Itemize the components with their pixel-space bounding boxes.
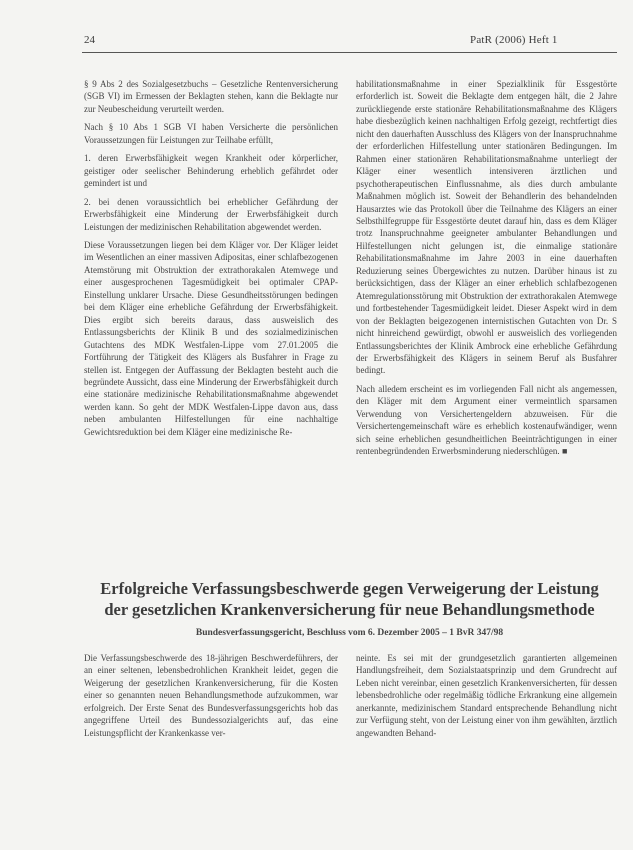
article-title bbox=[82, 578, 617, 620]
article-title-line: Erfolgreiche Verfassungsbeschwerde gegen Verweigerung der Leistung bbox=[100, 579, 599, 598]
paragraph: 2. bei denen voraussichtlich bei erheblicher Gefährdung der Erwerbsfähigkeit eine Minderung der Erwerbsfähigkeit durch Leistungen der medizinischen Rehabilitation abgewendet werden. bbox=[84, 196, 338, 232]
left-column bbox=[84, 78, 338, 548]
header-rule bbox=[82, 52, 617, 53]
paragraph: neinte. Es sei mit der grundgesetzlich garantierten allgemeinen Handlungsfreiheit, dem Sozialstaatsprinzip und dem Grundrecht auf Leben nicht vereinbar, einen gesetzlich Krankenversicherten, für dessen lebensbedrohliche oder regelmäßig tödliche Erkrankung eine allgemein anerkannte, medizinischem Standard entsprechende Behandlung nicht zur Verfügung steht, von der Leistung einer von ihm gewählten, ärztlich angewandten Behand- bbox=[356, 653, 617, 738]
paragraph: Diese Voraussetzungen liegen bei dem Kläger vor. Der Kläger leidet im Wesentlichen an einer massiven Adipositas, einer schlafbezogenen Atemstörung mit Obstruktion der extrathorakalen Atemwege und einer ausgesprochenen Tagesmüdigkeit bei optimaler CPAP-Einstellung unklarer Ursache. Diese Gesundheitsstörungen bedingen bei dem Kläger eine erhebliche Gefährdung der Erwerbsfähigkeit. Dies ergibt sich bereits daraus, dass ausweislich des Entlassungsberichts der Klinik B und des sozialmedizinischen Gutachtens des MDK Westfalen-Lippe vom 27.01.2005 die Fortführung der Tätigkeit des Klägers als Busfahrer in Frage zu stellen ist. Entgegen der Auffassung der Beklagten besteht auch die begründete Aussicht, dass eine Minderung der Erwerbsfähigkeit durch eine stationäre medizinische Rehabilitationsmaßnahme abgewendet werden kann. So geht der MDK Westfalen-Lippe davon aus, dass neben ambulanten Hilfestellungen für eine nachhaltige Gewichtsreduktion bei dem Kläger eine medizinische Re- bbox=[84, 239, 338, 437]
article-left-column bbox=[84, 652, 338, 752]
paragraph: 1. deren Erwerbsfähigkeit wegen Krankheit oder körperlicher, geistiger oder seelischer Behinderung erheblich gefährdet oder gemindert ist und bbox=[84, 153, 338, 189]
paragraph: habilitationsmaßnahme in einer Spezialklinik für Essgestörte erforderlich ist. Soweit die Beklagte dem entgegen hält, die 2 Jahre zurückliegende erste stationäre Rehabilitationsmaßnahme des Klägers habe diesbezüglich keinen nachhaltigen Erfolg gezeigt, rechtfertigt dies nicht den dauerhaften Ausschluss des Klägers von der Inanspruchnahme der erforderlichen Hilfestellung unter stationären Bedingungen. Im Rahmen einer stationären Rehabilitationsmaßnahme unterliegt der Kläger einer wesentlich intensiveren ärztlichen und psychotherapeutischen Einflussnahme, als dies durch ambulante Maßnahmen möglich ist. Soweit der Behandlerin des behandelnden Hausarztes wie das Protokoll über die Teilnahme des Klägers an einer Selbsthilfegruppe für Essgestörte deutet darauf hin, dass es dem Kläger trotz Inanspruchnahme geeigneter ambulanter Behandlungen und Hilfestellungen nicht gelungen ist, die einmalige stationäre Rehabilitationsmaßnahme im Jahre 2003 in eine dauerhaften Reduzierung seines Übergewichtes zu nutzen. Darüber hinaus ist zu berücksichtigen, dass der Kläger an einer erheblich schlafbezogenen Atemregulationsstörung mit Obstruktion der extrathorakalen Atemwege und fortbestehender Tagesmüdigkeit leidet. Dieser Aspekt wird in dem von der Beklagten beigezogenen internistischen Gutachten von Dr. S nicht hinreichend gewürdigt, obwohl er ausweislich des vorliegenden Entlassungsberichtes der Klinik Ambrock eine erhebliche Gefährdung der Erwerbsfähigkeit des Klägers in seinem Beruf als Busfahrer bedingt. bbox=[356, 79, 617, 376]
paragraph bbox=[356, 383, 617, 458]
article-subtitle: Bundesverfassungsgericht, Beschluss vom 6. Dezember 2005 – 1 BvR 347/98 bbox=[195, 628, 504, 638]
right-column bbox=[356, 78, 617, 548]
paragraph: Nach § 10 Abs 1 SGB VI haben Versicherte die persönlichen Voraussetzungen für Leistungen zur Teilhabe erfüllt, bbox=[84, 122, 338, 145]
page-number: 24 bbox=[84, 34, 95, 46]
article-right-column bbox=[356, 652, 617, 752]
paragraph: § 9 Abs 2 des Sozialgesetzbuchs – Gesetzliche Rentenversicherung (SGB VI) im Ermessen der Beklagten stehen, kann die Beklagte nur zur Neubescheidung verurteilt werden. bbox=[84, 79, 338, 114]
article-title-line: der gesetzlichen Krankenversicherung für neue Behandlungsmethode bbox=[104, 600, 595, 619]
paragraph-text: Nach alledem erscheint es im vorliegenden Fall nicht als angemessen, den Kläger mit dem Argument einer vermeintlich sparsamen Verwendung von Versichertengeldern abzuweisen. Für die Versichertengemeinschaft wäre es erheblich kostenaufwändiger, wenn sich seine erheblichen gesundheitlichen Beeinträchtigungen in einer rentenbegründenden Erwerbsminderung niederschlügen. bbox=[356, 383, 617, 457]
journal-reference: PatR (2006) Heft 1 bbox=[470, 34, 558, 46]
end-of-article-mark: ■ bbox=[561, 446, 568, 457]
paragraph: Die Verfassungsbeschwerde des 18-jährigen Beschwerdeführers, der an einer seltenen, lebensbedrohlichen Krankheit leidet, gegen die Weigerung der gesetzlichen Krankenversicherung, für die Kosten einer so genannten neuen Behandlungsmethode aufzukommen, war erfolgreich. Der Erste Senat des Bundesverfassungsgerichts hob das angegriffene Urteil des Bundessozialgerichts auf, das eine Leistungspflicht der Krankenkasse ver- bbox=[84, 653, 338, 738]
